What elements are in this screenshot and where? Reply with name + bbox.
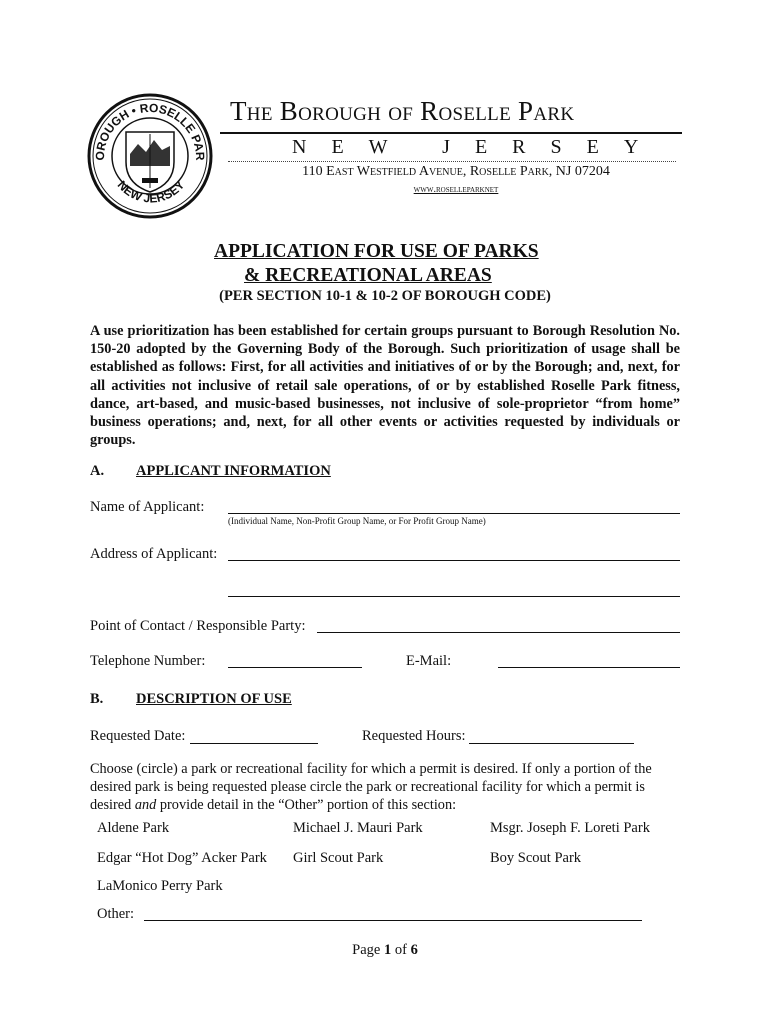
- page-total: 6: [410, 942, 418, 958]
- state-name: NEW JERSEY: [292, 136, 664, 158]
- address-label: Address of Applicant:: [90, 546, 218, 562]
- borough-address: 110 East Westfield Avenue, Roselle Park, NJ 07204: [302, 164, 610, 179]
- park-instructions-part1: Choose (circle) a park or recreational facility for which a permit is desired. If only a portion of the desired park is being requested please circle the park or recreational facility for which a permit is desired: [90, 761, 652, 814]
- form-title-line1: APPLICATION FOR USE OF PARKS: [214, 241, 539, 262]
- state-divider: [228, 161, 676, 162]
- email-label: E-Mail:: [406, 653, 452, 669]
- borough-website-link[interactable]: www.roselleparknet: [413, 184, 499, 195]
- park-option[interactable]: Aldene Park: [97, 820, 170, 836]
- form-title: [150, 240, 620, 288]
- park-instructions-emphasis: and: [134, 797, 157, 814]
- other-label: Other:: [97, 906, 135, 922]
- page-word: Page: [352, 942, 381, 958]
- address-field-line1[interactable]: [228, 560, 680, 561]
- form-subtitle: (PER SECTION 10-1 & 10-2 OF BOROUGH CODE): [219, 288, 551, 304]
- date-label: Requested Date:: [90, 728, 186, 744]
- of-word: of: [394, 942, 407, 958]
- hours-field[interactable]: [469, 743, 634, 744]
- section-b-number: B.: [90, 691, 104, 707]
- title-prefix: The: [230, 96, 273, 126]
- other-field[interactable]: [144, 920, 642, 921]
- address-field-line2[interactable]: [228, 596, 680, 597]
- park-option[interactable]: Michael J. Mauri Park: [293, 820, 423, 836]
- section-a-number: A.: [90, 463, 105, 479]
- park-option[interactable]: LaMonico Perry Park: [97, 878, 223, 894]
- phone-label: Telephone Number:: [90, 653, 206, 669]
- park-option[interactable]: Boy Scout Park: [490, 850, 582, 866]
- svg-text:BOROUGH • ROSELLE PARK: [86, 92, 207, 161]
- email-field[interactable]: [498, 667, 680, 668]
- title-name: Borough of Roselle Park: [279, 96, 575, 126]
- name-label: Name of Applicant:: [90, 499, 205, 515]
- phone-field[interactable]: [228, 667, 362, 668]
- park-instructions-part2: provide detail in the “Other” portion of this section:: [156, 797, 457, 814]
- hours-label: Requested Hours:: [362, 728, 466, 744]
- contact-field[interactable]: [317, 632, 680, 633]
- seal-bottom-text: NEW JERSEY: [114, 177, 188, 206]
- name-field[interactable]: [228, 513, 680, 514]
- name-hint: (Individual Name, Non-Profit Group Name, or For Profit Group Name): [228, 516, 486, 526]
- borough-title: [230, 96, 682, 127]
- park-option[interactable]: Edgar “Hot Dog” Acker Park: [97, 850, 267, 866]
- park-option[interactable]: Girl Scout Park: [293, 850, 384, 866]
- contact-label: Point of Contact / Responsible Party:: [90, 618, 306, 634]
- page-number: [0, 942, 770, 959]
- page-current: 1: [383, 942, 392, 958]
- section-b-heading: [90, 691, 390, 711]
- section-b-title: DESCRIPTION OF USE: [136, 691, 292, 707]
- title-divider: [220, 132, 682, 134]
- section-a-title: APPLICANT INFORMATION: [136, 463, 331, 479]
- section-a-heading: [90, 463, 390, 483]
- prioritization-paragraph: A use prioritization has been established for certain groups pursuant to Borough Resolution No. 150-20 adopted by the Governing Body of the Borough. Such prioritization of usage shall be established as follows: First, for all activities and initiatives of or by the Borough; and, next, for all activities not inclusive of retail sale operations, of or by established Roselle Park fitness, dance, art-based, and music-based businesses, not inclusive of sole-proprietor “from home” business operations; and, next, for all other events or activities requested by individuals or groups.: [90, 323, 680, 449]
- park-option[interactable]: Msgr. Joseph F. Loreti Park: [490, 820, 650, 836]
- borough-seal-icon: [86, 92, 214, 220]
- seal-top-text: OROUGH • ROSELLE PAR: [92, 100, 208, 161]
- date-field[interactable]: [190, 743, 318, 744]
- park-instructions: [90, 760, 680, 815]
- form-title-line2: & RECREATIONAL AREAS: [244, 265, 492, 286]
